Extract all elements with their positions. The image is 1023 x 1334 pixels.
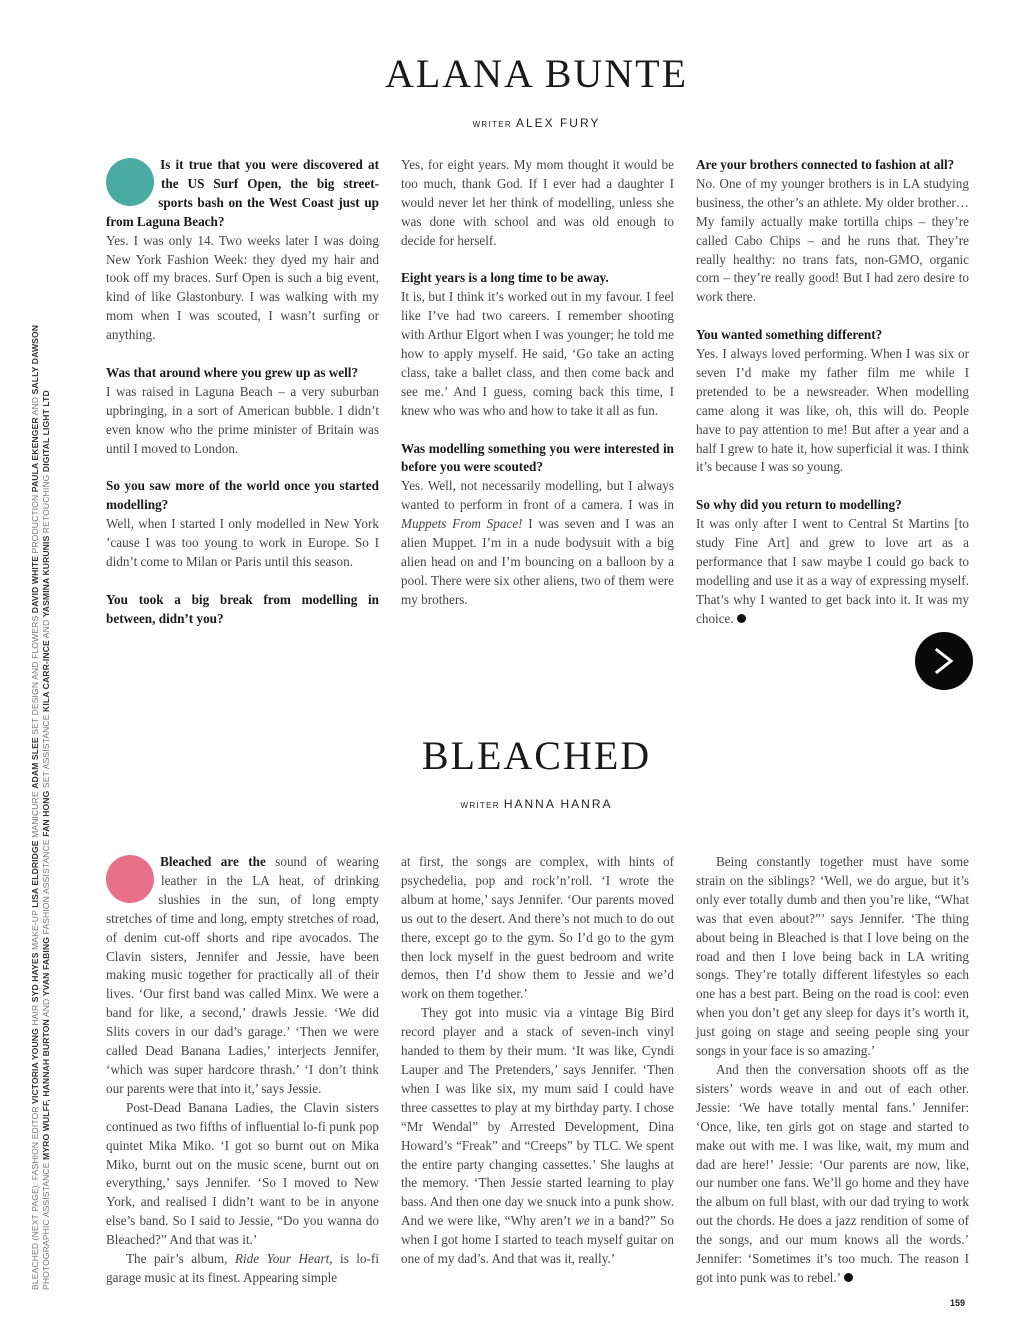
article1-column-1 <box>106 156 379 629</box>
paragraph: Being constantly together must have some strain on the siblings? ‘Well, we do argue, but it’s only ever totally dumb and then you’re like, “What was that even about?”’ says Jennifer. ‘The thing about being in Bleached is that I love being on the road and then I love being back in LA writing songs. They’re totally different lifestyles so each one has a best part. Being on the road is cool: even when you don’t get any sleep for days it’s worth it, just going on stage and seeing people sing your songs in your face is so amazing.’ <box>696 854 969 1059</box>
credit-name: ADAM SLEE <box>30 737 40 789</box>
credit-role: PHOTOGRAPHIC ASSISTANCE <box>41 1159 51 1290</box>
chevron-right-icon <box>932 648 956 674</box>
answer <box>401 477 674 609</box>
paragraph-text: They got into music via a vintage Big Bird record player and a stack of seven-inch vinyl handed to them by their mum. ‘It was like, Cyndi Lauper and The Pretenders,’ says Jennifer. ‘Then when I was like six, my mum said I could have three cassettes to play at my birthday party. I chose “Mr Wendal” by Arrested Development, Dina Howard’s “Freak” and “Creeps” by TLC. We spent the entire party changing cassettes.’ She laughs at the memory. ‘Then Jessie started learning to play bass. And then one day we snuck into a punk show. And we were like, “Why aren’t <box>401 1005 674 1229</box>
credit-name: FAN HONG <box>41 790 51 837</box>
question: So you saw more of the world once you started modelling? <box>106 478 379 513</box>
answer <box>696 515 969 628</box>
answer-text: It was only after I went to Central St Martins [to study Fine Art] and grew to love art as a performance that I saw maybe I could go back to modelling and use it as a way of expressing myself. That’s why I wanted to get back into it. It was my choice. <box>696 516 969 626</box>
question: Was that around where you grew up as well? <box>106 364 359 380</box>
answer: It is, but I think it’s worked out in my favour. I feel like I’ve had two careers. I remember shooting with Arthur Elgort when I was younger; he told me how to apply myself. He said, ‘Go take an acting class, take a ballet class, and then come back and see me.’ And I guess, coming back this time, I knew who was who and how to take it all as fun. <box>401 289 674 418</box>
paragraph-text: And then the conversation shoots off as the sisters’ words weave in and out of each other. Jessie: ‘We have totally mental fans.’ Jennifer: ‘Once, like, ten girls got on stage and started to make out with me. I was like, wait, my mum and dad are here!’ Jessie: ‘Our parents are now, like, our number one fans. We’ll go home and they have the album on full blast, with our dad trying to work out the chords. He does a jazz rendition of some of the songs, and our mum knows all the words.’ Jennifer: ‘Sometimes it’s too much. The reason I got into punk was to rebel.’ <box>696 1061 969 1285</box>
writer-name: ALEX FURY <box>515 116 601 130</box>
paragraph-text: sound of wearing leather in the LA heat, of drinking slushies in the sun, of long empty stretches of time and long, empty stretches of road, of denim cut-off shorts and ripe avocados. The Clavin sisters, Jennifer and Jessie, have been making music together for practically all of their lives. ‘Our first band was called Minx. We were a band for like, a second,’ drawls Jessie. ‘We did Slits covers in our dad’s garage.’ ‘Then we were called Dead Banana Ladies,’ interjects Jennifer, ‘which was super hardcore thrash.’ ‘I don’t think our parents were that into it,’ says Jessie. <box>106 854 379 1096</box>
paragraph <box>401 1004 674 1269</box>
paragraph: Post-Dead Banana Ladies, the Clavin sisters continued as two fifths of influential lo-fi punk pop quintet Mika Miko. ‘I got so burnt out on Mika Miko, burnt out on the music scene, burnt out on everything,’ says Jennifer. ‘So I moved to New York, and realised I didn’t want to be in anyone else’s band. So I said to Jessie, “Do you wanna do Bleached?” And that was it.’ <box>106 1099 379 1248</box>
answer-text: I was seven and I was an alien Muppet. I’m in a nude bodysuit with a big alien head on and I’m bouncing on a balloon by a pool. There were six other aliens, two of them were my brothers. <box>401 516 674 607</box>
answer: I was raised in Laguna Beach – a very suburban upbringing, in a sort of American bubble. I didn’t even know who the prime minister of Britain was until I moved to London. <box>106 383 379 456</box>
credit-role: MAKE-UP <box>30 907 40 953</box>
pink-circle-marker <box>106 855 154 903</box>
credit-role: FASHION ASSISTANCE <box>41 836 51 937</box>
page-number: 159 <box>950 1298 966 1308</box>
credit-role: AND <box>41 996 51 1020</box>
credit-name: LISA ELDRIDGE <box>30 840 40 908</box>
question: So why did you return to modelling? <box>696 497 902 513</box>
question: Was modelling something you were interested in before you were scouted? <box>401 440 674 475</box>
answer-text: Yes. Well, not necessarily modelling, but I always wanted to perform in front of a camera. I was in <box>401 478 674 513</box>
article-title-bleached: BLEACHED <box>421 733 652 778</box>
emphasis: we <box>575 1213 590 1229</box>
credit-role: AND <box>41 617 51 641</box>
byline-hanna-hanra <box>0 797 1023 811</box>
paragraph <box>106 1250 379 1288</box>
credit-name: DAVID WHITE <box>30 555 40 614</box>
credit-role: PRODUCTION <box>30 492 40 556</box>
question: Eight years is a long time to be away. <box>401 270 609 286</box>
paragraph: at first, the songs are complex, with hints of psychedelia, pop and rock’n’roll. ‘I wrote the album at home,’ says Jennifer. ‘Our parents moved us out to the desert. And there’s not much to do out there, except go to the gym. So I’d go to the gym then lock myself in the guest bedroom and write demos, then I’d show them to Jessie and we’d work on them together.’ <box>401 854 674 1002</box>
article1-column-3 <box>696 156 969 629</box>
credit-name: YVAN FABING <box>41 936 51 997</box>
answer: Yes, for eight years. My mom thought it would be too much, thank God. If I ever had a daughter I would never let her think of modelling, unless she was done with school and was old enough to decide for herself. <box>401 157 674 248</box>
paragraph <box>696 1061 969 1288</box>
credit-name: YASMINA KURUNIS <box>41 535 51 618</box>
answer: Well, when I started I only modelled in New York ’cause I was too young to work in Europe. So I didn’t come to Milan or Paris until this season. <box>106 516 379 569</box>
question: You wanted something different? <box>696 327 883 343</box>
photo-credits <box>30 324 70 1290</box>
end-mark-icon <box>737 614 746 623</box>
article-title-alana-bunte: ALANA BUNTE <box>384 51 689 96</box>
paragraph-text: , is lo-fi garage music at its finest. Appearing simple <box>106 1251 379 1285</box>
answer: Yes. I was only 14. Two weeks later I was doing New York Fashion Week: they dyed my hair and took off my braces. Surf Open is such a big event, kind of like Glastonbury. I was walking with my mom when I was scouted, I wasn’t surfing or anything. <box>106 232 379 343</box>
next-page-button[interactable] <box>915 632 973 690</box>
credit-name: SALLY DAWSON <box>30 324 40 395</box>
question: You took a big break from modelling in between, didn’t you? <box>106 591 379 626</box>
article2-column-3 <box>696 853 969 1288</box>
writer-name: HANNA HANRA <box>503 797 613 811</box>
question: Is it true that you were discovered at the US Surf Open, the big street-sports bash on the West Coast just up from Laguna Beach? <box>106 157 379 229</box>
album-title: Ride Your Heart <box>234 1251 330 1267</box>
credit-name: KILA CARR-INCE <box>41 640 51 712</box>
article1-column-2 <box>401 156 674 610</box>
credit-role: MANICURE <box>30 788 40 841</box>
film-title: Muppets From Space! <box>401 516 523 532</box>
credit-role: HAIR <box>30 1002 40 1029</box>
paragraph-text: The pair’s album, <box>126 1251 235 1267</box>
article2-column-2 <box>401 853 674 1269</box>
credit-name: VICTORIA YOUNG <box>30 1028 40 1104</box>
credit-role: AND <box>30 394 40 418</box>
writer-label: WRITER <box>472 120 512 129</box>
credit-role: RETOUCHING <box>41 472 51 536</box>
credits-line-2 <box>41 390 52 1290</box>
end-mark-icon <box>844 1273 853 1282</box>
paragraph-text: in a band?” So when I got home I started to teach myself guitar on one of my dad’s. And that was it, really.’ <box>401 1213 674 1267</box>
article2-column-1 <box>106 853 379 1288</box>
question: Are your brothers connected to fashion at all? <box>696 157 955 172</box>
credit-role: BLEACHED (NEXT PAGE): FASHION EDITOR <box>30 1103 40 1290</box>
credit-role: SET ASSISTANCE <box>41 711 51 791</box>
credit-role: SET DESIGN AND FLOWERS <box>30 613 40 738</box>
byline-alex-fury <box>0 116 1023 130</box>
writer-label: WRITER <box>460 801 500 810</box>
lead-in: Bleached are the <box>160 854 266 869</box>
answer: No. One of my younger brothers is in LA studying business, the other’s an athlete. My older brother… My family actually make tortilla chips – they’re called Cabo Chips – and he runs that. They’re really healthy: no trans fats, non-GMO, organic corn – they’re really good! But I had zero desire to work there. <box>696 175 969 305</box>
credit-name: SYD HAYES <box>30 952 40 1003</box>
credit-name: MYRO WULFF, HANNAH BURTON <box>41 1019 51 1160</box>
credit-name: DIGITAL LIGHT LTD <box>41 390 51 473</box>
credit-name: PAULA EKENGER <box>30 417 40 493</box>
teal-circle-marker <box>106 158 154 206</box>
answer: Yes. I always loved performing. When I was six or seven I’d make my father film me while I pretended to be a newsreader. When modelling came along it was like, oh, this will do. People have to pay attention to me! But after a year and a half I grew to hate it, how superficial it was. I think it’s because I was so young. <box>696 346 969 475</box>
credits-line-1 <box>30 324 41 1290</box>
